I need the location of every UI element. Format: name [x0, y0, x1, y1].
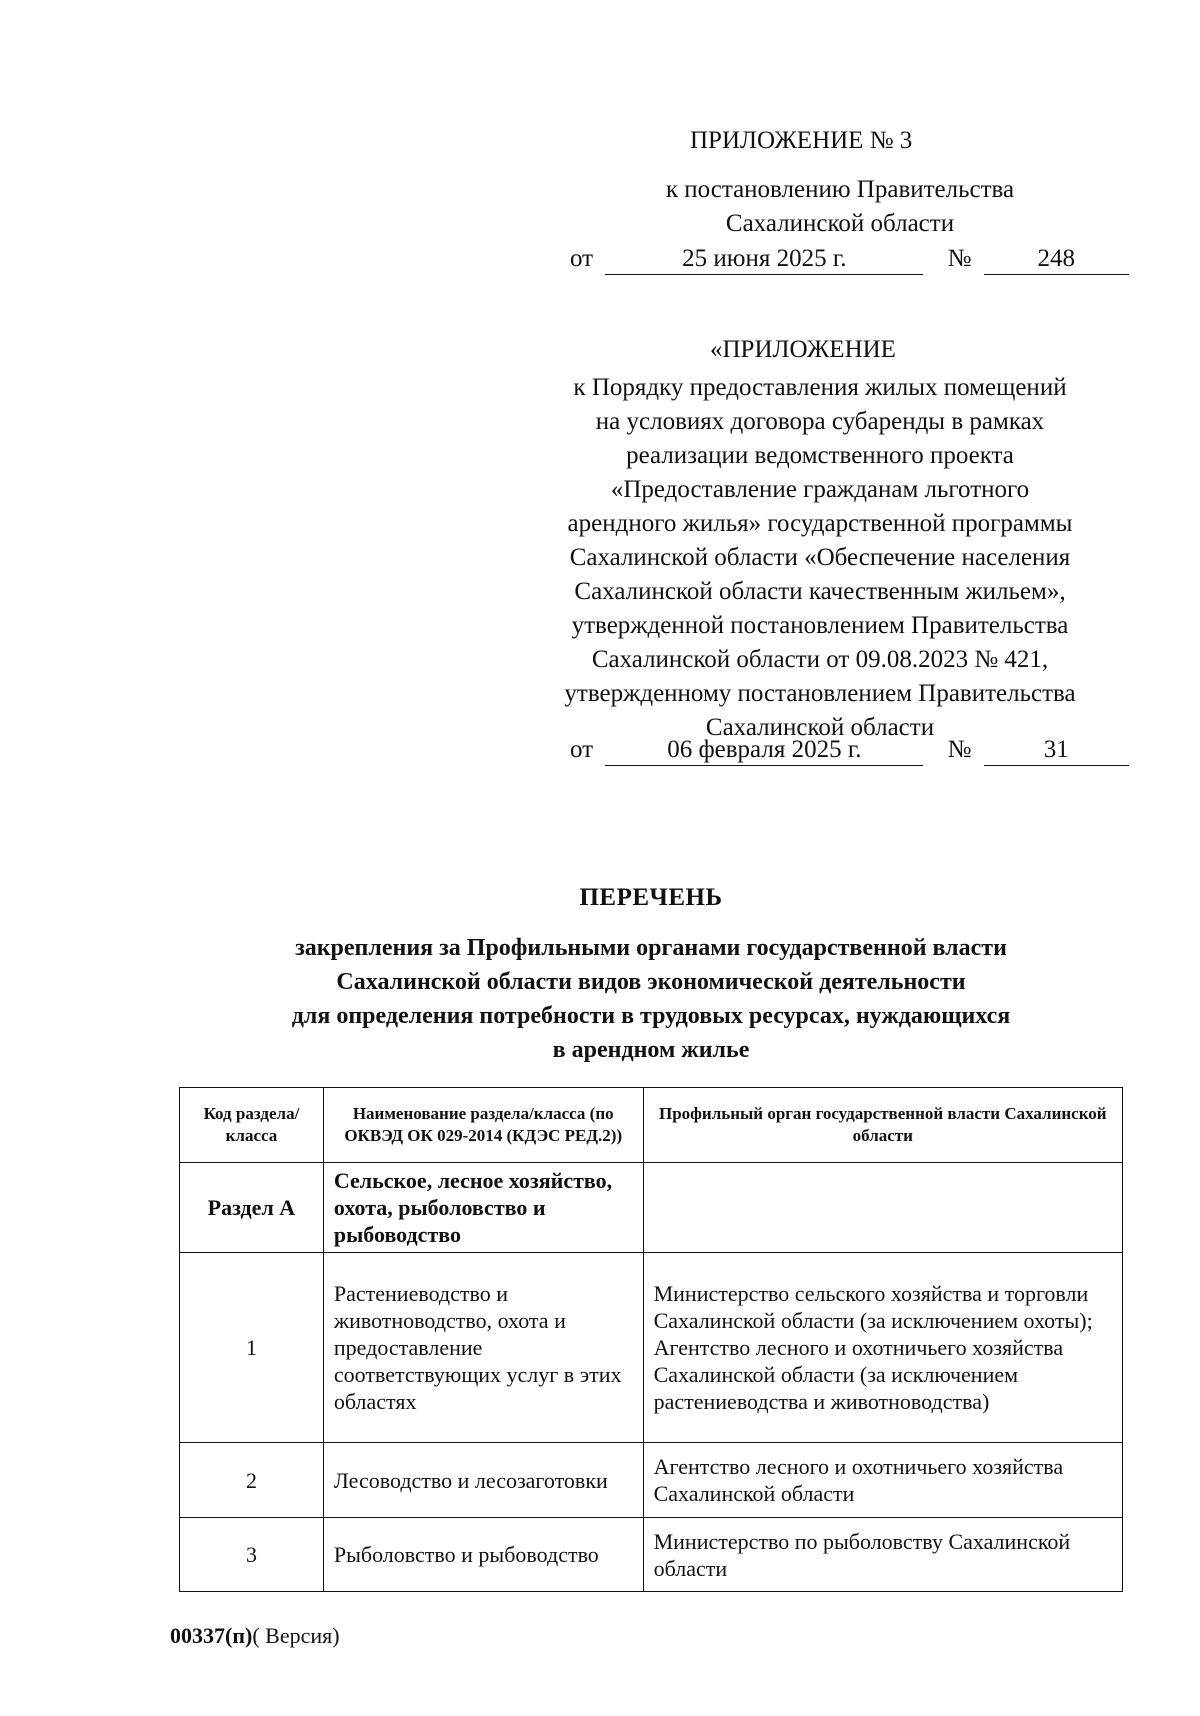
inner-annex-line: Сахалинской области от 09.08.2023 № 421, — [591, 646, 1049, 673]
inner-annex-line: реализации ведомственного проекта — [626, 442, 1014, 469]
inner-annex-line: арендного жилья» государственной программы — [567, 510, 1073, 537]
annex-number: 248 — [984, 244, 1129, 275]
subtitle-line: Сахалинской области видов экономической деятельности — [336, 969, 966, 995]
document-title: ПЕРЕЧЕНЬ — [579, 884, 723, 911]
footer-code: 00337(п) — [170, 1623, 253, 1648]
row-code: 2 — [180, 1443, 324, 1518]
subtitle-line: для определения потребности в трудовых ресурсах, нуждающихся — [291, 1003, 1011, 1029]
table-row — [180, 1443, 1123, 1518]
inner-annex-line: Сахалинской области — [705, 714, 935, 741]
row-name: Сельское, лесное хозяйство, охота, рыболовство и рыбоводство — [323, 1163, 643, 1253]
annex-from-label: от — [570, 245, 594, 272]
row-organ — [643, 1163, 1122, 1253]
annex-date-line — [570, 242, 1130, 276]
annex-title: ПРИЛОЖЕНИЕ № 3 — [690, 127, 913, 154]
inner-annex-text — [520, 371, 1120, 745]
inner-annex-line: утвержденной постановлением Правительства — [571, 612, 1069, 639]
header-organ: Профильный орган государственной власти Сахалинской области — [643, 1088, 1122, 1163]
row-name: Рыболовство и рыбоводство — [323, 1518, 643, 1592]
inner-annex-line: Сахалинской области качественным жильем», — [574, 578, 1066, 605]
subtitle-line: закрепления за Профильными органами государственной власти — [295, 935, 1007, 961]
inner-annex-line: на условиях договора субаренды в рамках — [595, 408, 1045, 435]
inner-annex-line: «Предоставление гражданам льготного — [610, 476, 1030, 503]
annex-line-2: Сахалинской области — [725, 210, 955, 237]
row-organ: Министерство по рыболовству Сахалинской области — [643, 1518, 1122, 1592]
subtitle-line: в арендном жилье — [552, 1037, 750, 1063]
row-name: Лесоводство и лесозаготовки — [323, 1443, 643, 1518]
footer-version: ( Версия) — [252, 1623, 340, 1648]
inner-annex-date-line — [570, 733, 1130, 767]
row-organ: Агентство лесного и охотничьего хозяйства Сахалинской области — [643, 1443, 1122, 1518]
footer — [170, 1623, 570, 1649]
row-organ: Министерство сельского хозяйства и торговли Сахалинской области (за исключением охоты); Агентство лесного и охотничьего хозяйства Сахалинской области (за исключением растениеводства и животноводства) — [643, 1253, 1122, 1443]
table-row — [180, 1518, 1123, 1592]
annex-line-1: к постановлению Правительства — [665, 176, 1015, 203]
table-row — [180, 1253, 1123, 1443]
row-code: 1 — [180, 1253, 324, 1443]
inner-annex-num-label: № — [947, 736, 972, 763]
table-header-row — [180, 1088, 1123, 1163]
row-name: Растениеводство и животноводство, охота и предоставление соответствующих услуг в этих областях — [323, 1253, 643, 1443]
inner-annex-from-label: от — [570, 736, 594, 763]
assignment-table — [179, 1087, 1123, 1592]
inner-annex-date: 06 февраля 2025 г. — [605, 735, 923, 766]
inner-annex-line: Сахалинской области «Обеспечение населения — [569, 544, 1071, 571]
row-code: Раздел А — [180, 1163, 324, 1253]
inner-annex-line: утвержденному постановлением Правительства — [564, 680, 1076, 707]
row-code: 3 — [180, 1518, 324, 1592]
inner-annex-title: «ПРИЛОЖЕНИЕ — [710, 336, 896, 363]
document-subtitle — [179, 931, 1123, 1067]
header-name: Наименование раздела/класса (по ОКВЭД ОК 029-2014 (КДЭС РЕД.2)) — [323, 1088, 643, 1163]
table-row — [180, 1163, 1123, 1253]
inner-annex-line: к Порядку предоставления жилых помещений — [573, 374, 1067, 401]
annex-num-label: № — [947, 245, 972, 272]
annex-date: 25 июня 2025 г. — [605, 244, 923, 275]
inner-annex-number: 31 — [984, 735, 1129, 766]
header-code: Код раздела/ класса — [180, 1088, 324, 1163]
